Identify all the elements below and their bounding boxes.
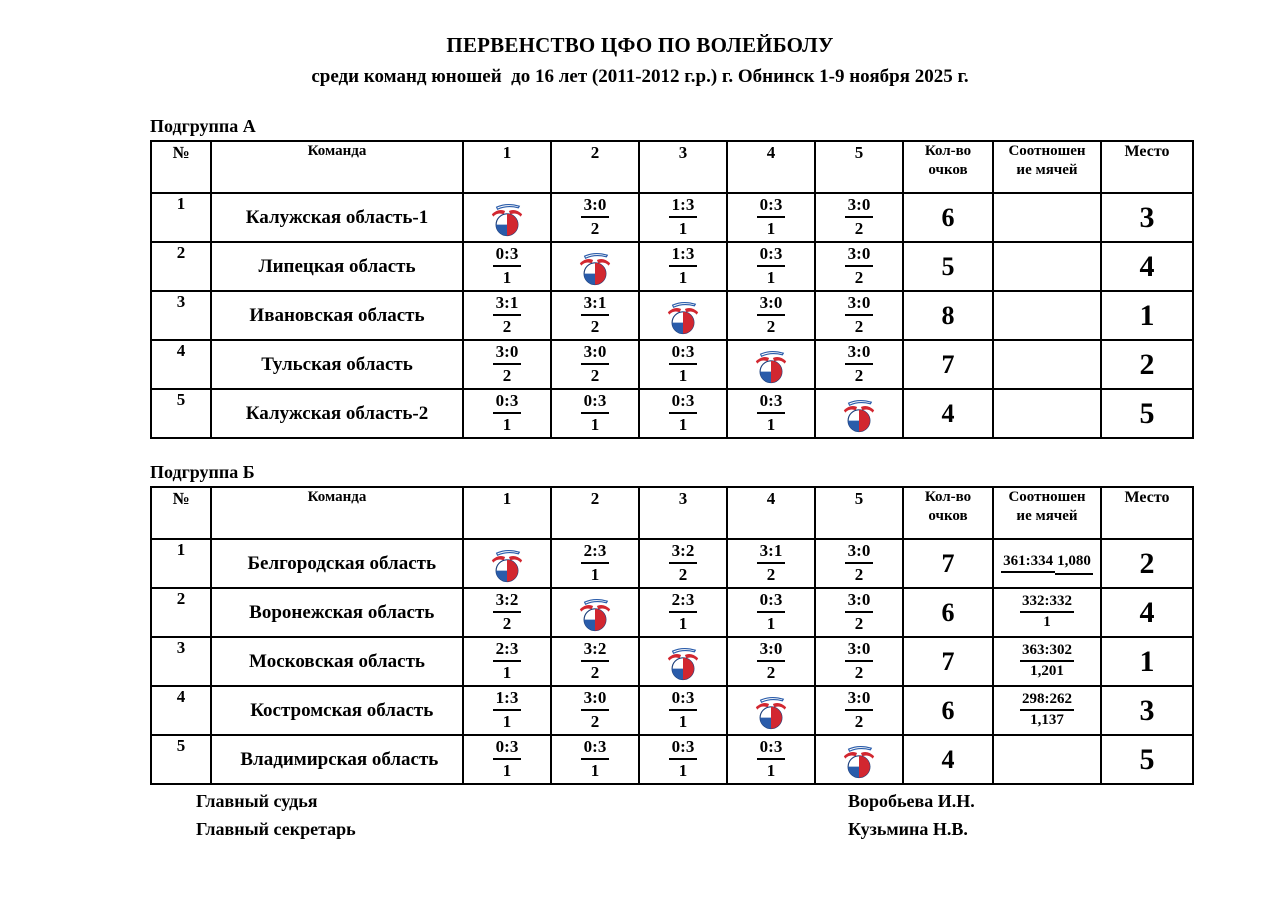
score-cell (463, 242, 551, 291)
header-row (151, 487, 1193, 539)
score-cell (639, 735, 727, 784)
set-score: 3:2 (669, 542, 698, 564)
self-match-cell (551, 242, 639, 291)
set-score: 0:3 (493, 245, 522, 267)
ratio-cell (993, 193, 1101, 242)
set-score: 0:3 (669, 738, 698, 760)
score-cell (727, 539, 815, 588)
score-cell (815, 193, 903, 242)
ball-ratio: 361:334 (1001, 552, 1055, 573)
volleyball-emblem-icon (728, 348, 814, 384)
set-score: 3:0 (493, 343, 522, 365)
score-cell (551, 686, 639, 735)
score-cell (727, 588, 815, 637)
set-score: 2:3 (581, 542, 610, 564)
ball-ratio: 298:262 (1020, 690, 1074, 711)
set-score: 3:1 (757, 542, 786, 564)
ratio-cell (993, 735, 1101, 784)
signature-line (0, 819, 1280, 847)
set-score: 0:3 (581, 738, 610, 760)
match-points: 2 (502, 613, 512, 633)
header-row (151, 141, 1193, 193)
subgroup-a-label: Подгруппа А (150, 116, 256, 136)
header-cell-ratio (993, 487, 1101, 539)
match-points: 2 (766, 564, 776, 584)
page-subtitle: среди команд юношей до 16 лет (2011-2012 г.р.) г. Обнинск 1-9 ноября 2025 г. (311, 66, 969, 87)
set-score: 3:0 (581, 343, 610, 365)
set-score: 0:3 (669, 392, 698, 414)
match-points: 1 (766, 613, 776, 633)
score-cell (727, 193, 815, 242)
match-points: 2 (502, 316, 512, 336)
table-row (151, 340, 1193, 389)
team-name: Калужская область-2 (211, 389, 463, 438)
volleyball-emblem-icon (640, 645, 726, 681)
set-score: 3:1 (493, 294, 522, 316)
table-row (151, 193, 1193, 242)
place-value: 2 (1101, 340, 1193, 389)
score-cell (727, 242, 815, 291)
match-points: 1 (678, 760, 688, 780)
ratio-cell (993, 637, 1101, 686)
table-row (151, 637, 1193, 686)
set-score: 3:0 (845, 196, 874, 218)
match-points: 1 (502, 267, 512, 287)
set-score: 0:3 (581, 392, 610, 414)
set-score: 3:0 (845, 640, 874, 662)
set-score: 0:3 (493, 392, 522, 414)
ball-ratio: 332:332 (1020, 592, 1074, 613)
match-points: 1 (766, 414, 776, 434)
set-score: 0:3 (757, 245, 786, 267)
set-score: 3:0 (757, 640, 786, 662)
header-cell-round: 5 (815, 141, 903, 193)
match-points: 2 (590, 218, 600, 238)
self-match-cell (815, 389, 903, 438)
score-cell (727, 637, 815, 686)
page-title: ПЕРВЕНСТВО ЦФО ПО ВОЛЕЙБОЛУ (446, 33, 834, 57)
set-score: 3:0 (845, 343, 874, 365)
self-match-cell (463, 539, 551, 588)
match-points: 2 (854, 365, 864, 385)
header-cell-round: 2 (551, 487, 639, 539)
volleyball-emblem-icon (640, 299, 726, 335)
row-number: 2 (151, 242, 211, 291)
match-points: 1 (678, 267, 688, 287)
match-points: 1 (766, 760, 776, 780)
set-score: 3:2 (581, 640, 610, 662)
header-line: Соотношен (1008, 143, 1086, 159)
team-name: Ивановская область (211, 291, 463, 340)
set-score: 3:0 (845, 294, 874, 316)
row-number: 3 (151, 291, 211, 340)
header-cell-number: № (151, 487, 211, 539)
table-row (151, 686, 1193, 735)
table-row (151, 588, 1193, 637)
set-score: 3:0 (845, 542, 874, 564)
score-cell (815, 340, 903, 389)
score-cell (815, 637, 903, 686)
match-points: 2 (854, 711, 864, 731)
match-points: 2 (590, 316, 600, 336)
place-value: 1 (1101, 291, 1193, 340)
score-cell (639, 389, 727, 438)
score-cell (551, 340, 639, 389)
points-value: 6 (903, 193, 993, 242)
set-score: 0:3 (757, 591, 786, 613)
match-points: 1 (590, 760, 600, 780)
header-line: очков (928, 507, 968, 524)
header-cell-place: Место (1101, 141, 1193, 193)
score-cell (815, 291, 903, 340)
score-cell (815, 686, 903, 735)
ratio-cell (993, 686, 1101, 735)
match-points: 2 (766, 662, 776, 682)
volleyball-emblem-icon (464, 201, 550, 237)
team-name: Воронежская область (211, 588, 463, 637)
match-points: 2 (590, 711, 600, 731)
header-cell-round: 4 (727, 141, 815, 193)
score-cell (727, 389, 815, 438)
volleyball-emblem-icon (464, 547, 550, 583)
team-name: Костромская область (211, 686, 463, 735)
score-cell (551, 291, 639, 340)
place-value: 4 (1101, 242, 1193, 291)
ratio-coefficient: 1,201 (1030, 663, 1064, 680)
place-value: 4 (1101, 588, 1193, 637)
header-cell-team: Команда (211, 487, 463, 539)
score-cell (463, 637, 551, 686)
score-cell (463, 389, 551, 438)
score-cell (727, 291, 815, 340)
row-number: 5 (151, 389, 211, 438)
header-line: Кол-во (924, 489, 972, 505)
ratio-coefficient: 1,137 (1030, 712, 1064, 729)
self-match-cell (727, 686, 815, 735)
header-cell-team: Команда (211, 141, 463, 193)
score-cell (727, 735, 815, 784)
score-cell (551, 193, 639, 242)
header-line: ие мячей (1016, 161, 1078, 178)
header-line: очков (928, 161, 968, 178)
score-cell (815, 588, 903, 637)
score-cell (815, 539, 903, 588)
subgroup-a-table-container (150, 140, 1194, 439)
score-cell (463, 291, 551, 340)
ratio-cell (993, 539, 1101, 588)
score-cell (639, 340, 727, 389)
volleyball-emblem-icon (552, 596, 638, 632)
score-cell (551, 389, 639, 438)
set-score: 3:0 (845, 245, 874, 267)
team-name: Тульская область (211, 340, 463, 389)
self-match-cell (727, 340, 815, 389)
set-score: 3:0 (581, 196, 610, 218)
score-cell (639, 242, 727, 291)
points-value: 7 (903, 340, 993, 389)
set-score: 3:0 (845, 591, 874, 613)
match-points: 2 (854, 662, 864, 682)
ratio-coefficient: 1 (1043, 614, 1051, 631)
score-cell (463, 735, 551, 784)
match-points: 2 (854, 564, 864, 584)
header-cell-points (903, 487, 993, 539)
volleyball-emblem-icon (816, 397, 902, 433)
header-line: Соотношен (1008, 489, 1086, 505)
set-score: 3:1 (581, 294, 610, 316)
header-cell-points (903, 141, 993, 193)
signature-block (0, 791, 1280, 847)
match-points: 2 (854, 316, 864, 336)
match-points: 1 (766, 218, 776, 238)
match-points: 1 (502, 711, 512, 731)
match-points: 1 (502, 662, 512, 682)
score-cell (815, 242, 903, 291)
score-cell (639, 193, 727, 242)
match-points: 2 (766, 316, 776, 336)
header-cell-place: Место (1101, 487, 1193, 539)
set-score: 1:3 (669, 245, 698, 267)
set-score: 1:3 (669, 196, 698, 218)
match-points: 2 (854, 613, 864, 633)
header-cell-number: № (151, 141, 211, 193)
header-cell-round: 3 (639, 141, 727, 193)
signature-label: Главный секретарь (196, 819, 356, 839)
header-cell-round: 4 (727, 487, 815, 539)
row-number: 2 (151, 588, 211, 637)
score-cell (639, 539, 727, 588)
ratio-cell (993, 389, 1101, 438)
row-number: 1 (151, 193, 211, 242)
place-value: 5 (1101, 389, 1193, 438)
set-score: 3:2 (493, 591, 522, 613)
set-score: 0:3 (669, 689, 698, 711)
table-row (151, 389, 1193, 438)
row-number: 1 (151, 539, 211, 588)
header-line: ие мячей (1016, 507, 1078, 524)
set-score: 0:3 (757, 196, 786, 218)
ratio-coefficient: 1,080 (1055, 552, 1093, 575)
set-score: 2:3 (669, 591, 698, 613)
signature-name: Воробьева И.Н. (848, 791, 975, 811)
volleyball-emblem-icon (728, 694, 814, 730)
team-name: Владимирская область (211, 735, 463, 784)
points-value: 6 (903, 686, 993, 735)
points-value: 8 (903, 291, 993, 340)
self-match-cell (463, 193, 551, 242)
subgroup-b-label: Подгруппа Б (150, 462, 255, 482)
match-points: 1 (766, 267, 776, 287)
row-number: 4 (151, 686, 211, 735)
score-cell (463, 588, 551, 637)
match-points: 2 (854, 218, 864, 238)
score-cell (551, 539, 639, 588)
row-number: 3 (151, 637, 211, 686)
signature-label: Главный судья (196, 791, 318, 811)
table-row (151, 735, 1193, 784)
place-value: 3 (1101, 193, 1193, 242)
score-cell (463, 686, 551, 735)
subgroup-b-table-container (150, 486, 1194, 785)
match-points: 1 (678, 613, 688, 633)
match-points: 1 (678, 711, 688, 731)
set-score: 2:3 (493, 640, 522, 662)
match-points: 2 (502, 365, 512, 385)
header-cell-round: 1 (463, 141, 551, 193)
match-points: 1 (590, 564, 600, 584)
match-points: 1 (678, 365, 688, 385)
place-value: 1 (1101, 637, 1193, 686)
match-points: 1 (678, 414, 688, 434)
score-cell (639, 686, 727, 735)
set-score: 3:0 (757, 294, 786, 316)
header-cell-round: 3 (639, 487, 727, 539)
place-value: 2 (1101, 539, 1193, 588)
score-cell (551, 637, 639, 686)
set-score: 3:0 (581, 689, 610, 711)
points-value: 4 (903, 735, 993, 784)
header-cell-ratio (993, 141, 1101, 193)
header-cell-round: 2 (551, 141, 639, 193)
table-row (151, 539, 1193, 588)
team-name: Московская область (211, 637, 463, 686)
match-points: 2 (678, 564, 688, 584)
standings-table (150, 486, 1194, 785)
header-cell-round: 1 (463, 487, 551, 539)
match-points: 2 (590, 662, 600, 682)
match-points: 1 (502, 760, 512, 780)
score-cell (639, 588, 727, 637)
set-score: 0:3 (757, 738, 786, 760)
match-points: 2 (854, 267, 864, 287)
set-score: 0:3 (757, 392, 786, 414)
points-value: 7 (903, 637, 993, 686)
signature-line (0, 791, 1280, 819)
volleyball-emblem-icon (552, 250, 638, 286)
ratio-cell (993, 291, 1101, 340)
team-name: Белгородская область (211, 539, 463, 588)
match-points: 1 (678, 218, 688, 238)
points-value: 4 (903, 389, 993, 438)
team-name: Калужская область-1 (211, 193, 463, 242)
place-value: 3 (1101, 686, 1193, 735)
header-line: Кол-во (924, 143, 972, 159)
table-row (151, 291, 1193, 340)
points-value: 5 (903, 242, 993, 291)
team-name: Липецкая область (211, 242, 463, 291)
score-cell (551, 735, 639, 784)
match-points: 2 (590, 365, 600, 385)
set-score: 0:3 (669, 343, 698, 365)
score-cell (463, 340, 551, 389)
match-points: 1 (590, 414, 600, 434)
match-points: 1 (502, 414, 512, 434)
ratio-cell (993, 588, 1101, 637)
row-number: 5 (151, 735, 211, 784)
standings-table (150, 140, 1194, 439)
volleyball-emblem-icon (816, 743, 902, 779)
set-score: 1:3 (493, 689, 522, 711)
self-match-cell (551, 588, 639, 637)
table-row (151, 242, 1193, 291)
set-score: 0:3 (493, 738, 522, 760)
points-value: 6 (903, 588, 993, 637)
self-match-cell (639, 637, 727, 686)
place-value: 5 (1101, 735, 1193, 784)
header-cell-round: 5 (815, 487, 903, 539)
points-value: 7 (903, 539, 993, 588)
self-match-cell (639, 291, 727, 340)
ratio-cell (993, 242, 1101, 291)
row-number: 4 (151, 340, 211, 389)
ball-ratio: 363:302 (1020, 641, 1074, 662)
signature-name: Кузьмина Н.В. (848, 819, 968, 839)
ratio-cell (993, 340, 1101, 389)
set-score: 3:0 (845, 689, 874, 711)
self-match-cell (815, 735, 903, 784)
